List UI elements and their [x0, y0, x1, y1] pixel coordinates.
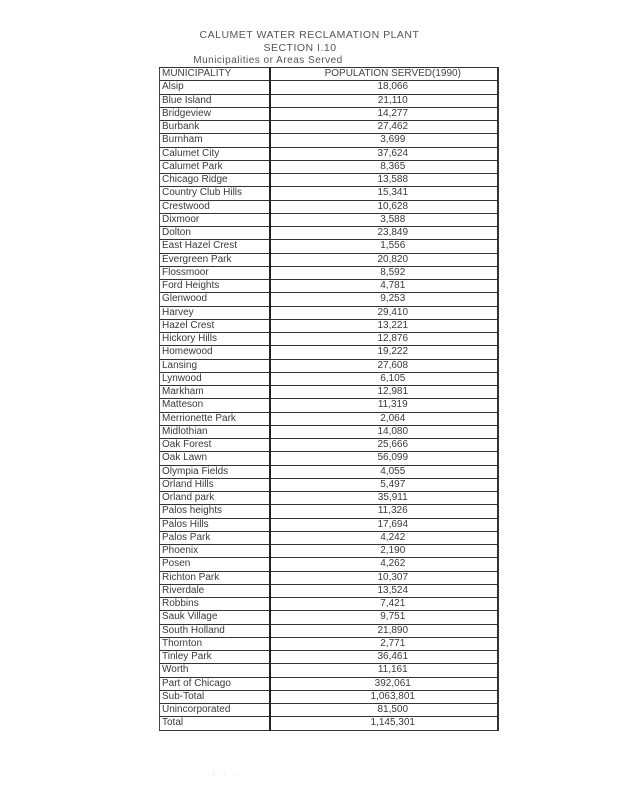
table-header-row: [160, 68, 499, 81]
table-row: [160, 531, 499, 544]
municipality-name: Harvey: [160, 306, 270, 319]
population-value: 56,099: [270, 452, 499, 465]
column-header-population: POPULATION SERVED(1990): [270, 68, 499, 81]
municipality-name: Matteson: [160, 399, 270, 412]
population-value: 9,751: [270, 611, 499, 624]
table-row: [160, 651, 499, 664]
population-value: 27,608: [270, 359, 499, 372]
table-row: [160, 200, 499, 213]
table-row: [160, 306, 499, 319]
municipality-name: Lansing: [160, 359, 270, 372]
table-row: [160, 412, 499, 425]
population-value: 21,110: [270, 94, 499, 107]
municipality-table: [159, 67, 499, 731]
municipality-name: Palos heights: [160, 505, 270, 518]
population-value: 2,771: [270, 637, 499, 650]
population-value: 35,911: [270, 492, 499, 505]
population-value: 7,421: [270, 598, 499, 611]
population-value: 13,588: [270, 174, 499, 187]
table-row: [160, 174, 499, 187]
population-value: 392,061: [270, 677, 499, 690]
table-row: [160, 346, 499, 359]
table-row: [160, 134, 499, 147]
table-row: [160, 107, 499, 120]
table-row: [160, 677, 499, 690]
municipality-name: Sub-Total: [160, 690, 270, 703]
population-value: 18,066: [270, 81, 499, 94]
table-row: [160, 545, 499, 558]
table-row: [160, 637, 499, 650]
population-value: 21,890: [270, 624, 499, 637]
municipality-name: East Hazel Crest: [160, 240, 270, 253]
table-caption: Municipalities or Areas Served: [193, 55, 343, 66]
municipality-name: Ford Heights: [160, 280, 270, 293]
table-row: [160, 280, 499, 293]
table-row: [160, 704, 499, 717]
municipality-name: Riverdale: [160, 584, 270, 597]
population-value: 2,190: [270, 545, 499, 558]
document-title: CALUMET WATER RECLAMATION PLANT: [199, 29, 420, 41]
population-value: 4,262: [270, 558, 499, 571]
table-row: [160, 598, 499, 611]
population-value: 8,592: [270, 266, 499, 279]
population-value: 4,781: [270, 280, 499, 293]
municipality-name: Alsip: [160, 81, 270, 94]
population-value: 3,699: [270, 134, 499, 147]
table-row: [160, 492, 499, 505]
municipality-name: Burbank: [160, 121, 270, 134]
population-value: 15,341: [270, 187, 499, 200]
table-row: [160, 372, 499, 385]
population-value: 29,410: [270, 306, 499, 319]
municipality-name: Posen: [160, 558, 270, 571]
municipality-name: South Holland: [160, 624, 270, 637]
table-row: [160, 333, 499, 346]
table-row: [160, 571, 499, 584]
table-row: [160, 319, 499, 332]
table-row: [160, 439, 499, 452]
population-value: 2,064: [270, 412, 499, 425]
population-value: 3,588: [270, 213, 499, 226]
population-value: 11,161: [270, 664, 499, 677]
table-row: [160, 160, 499, 173]
municipality-name: Glenwood: [160, 293, 270, 306]
municipality-name: Oak Lawn: [160, 452, 270, 465]
table-row: [160, 465, 499, 478]
municipality-name: Calumet City: [160, 147, 270, 160]
population-value: 13,221: [270, 319, 499, 332]
population-value: 4,242: [270, 531, 499, 544]
table-row: [160, 611, 499, 624]
table-row: [160, 94, 499, 107]
population-value: 23,849: [270, 227, 499, 240]
population-value: 37,624: [270, 147, 499, 160]
table-row: [160, 558, 499, 571]
population-value: 20,820: [270, 253, 499, 266]
table-row: [160, 505, 499, 518]
population-value: 1,063,801: [270, 690, 499, 703]
municipality-name: Richton Park: [160, 571, 270, 584]
municipality-name: Olympia Fields: [160, 465, 270, 478]
table-row: [160, 81, 499, 94]
population-value: 11,326: [270, 505, 499, 518]
population-value: 1,556: [270, 240, 499, 253]
municipality-name: Dixmoor: [160, 213, 270, 226]
municipality-name: Hickory Hills: [160, 333, 270, 346]
municipality-name: Chicago Ridge: [160, 174, 270, 187]
table-row: [160, 664, 499, 677]
municipality-name: Sauk Village: [160, 611, 270, 624]
table-row: [160, 399, 499, 412]
table-row: [160, 187, 499, 200]
municipality-name: Merrionette Park: [160, 412, 270, 425]
population-value: 10,307: [270, 571, 499, 584]
population-value: 5,497: [270, 478, 499, 491]
municipality-name: Blue Island: [160, 94, 270, 107]
table-row: [160, 147, 499, 160]
population-value: 14,277: [270, 107, 499, 120]
table-body: [160, 81, 499, 730]
municipality-name: Flossmoor: [160, 266, 270, 279]
table-row: [160, 293, 499, 306]
population-value: 12,981: [270, 386, 499, 399]
scan-specks: · · ·: [212, 770, 240, 779]
population-value: 27,462: [270, 121, 499, 134]
table-row: [160, 121, 499, 134]
table-row: [160, 227, 499, 240]
municipality-name: Midlothian: [160, 425, 270, 438]
municipality-name: Hazel Crest: [160, 319, 270, 332]
population-value: 19,222: [270, 346, 499, 359]
table-row: [160, 359, 499, 372]
municipality-name: Bridgeview: [160, 107, 270, 120]
population-value: 12,876: [270, 333, 499, 346]
municipality-name: Robbins: [160, 598, 270, 611]
table-row: [160, 717, 499, 730]
population-value: 17,694: [270, 518, 499, 531]
population-value: 10,628: [270, 200, 499, 213]
population-value: 14,080: [270, 425, 499, 438]
municipality-name: Unincorporated: [160, 704, 270, 717]
population-value: 81,500: [270, 704, 499, 717]
table-row: [160, 425, 499, 438]
population-value: 8,365: [270, 160, 499, 173]
table-row: [160, 518, 499, 531]
population-value: 9,253: [270, 293, 499, 306]
municipality-name: Worth: [160, 664, 270, 677]
municipality-name: Thornton: [160, 637, 270, 650]
column-header-municipality: MUNICIPALITY: [160, 68, 270, 81]
table-row: [160, 690, 499, 703]
municipality-name: Crestwood: [160, 200, 270, 213]
municipality-name: Markham: [160, 386, 270, 399]
municipality-name: Orland Hills: [160, 478, 270, 491]
population-value: 6,105: [270, 372, 499, 385]
table-row: [160, 240, 499, 253]
municipality-name: Part of Chicago: [160, 677, 270, 690]
municipality-name: Total: [160, 717, 270, 730]
table-row: [160, 624, 499, 637]
municipality-name: Lynwood: [160, 372, 270, 385]
table-row: [160, 386, 499, 399]
population-value: 1,145,301: [270, 717, 499, 730]
municipality-name: Dolton: [160, 227, 270, 240]
population-value: 25,666: [270, 439, 499, 452]
table-row: [160, 213, 499, 226]
table-row: [160, 253, 499, 266]
municipality-name: Evergreen Park: [160, 253, 270, 266]
table-row: [160, 266, 499, 279]
table-row: [160, 478, 499, 491]
table-row: [160, 584, 499, 597]
municipality-name: Calumet Park: [160, 160, 270, 173]
municipality-name: Burnham: [160, 134, 270, 147]
population-value: 13,524: [270, 584, 499, 597]
municipality-name: Palos Park: [160, 531, 270, 544]
municipality-name: Oak Forest: [160, 439, 270, 452]
population-value: 4,055: [270, 465, 499, 478]
municipality-name: Homewood: [160, 346, 270, 359]
population-value: 36,461: [270, 651, 499, 664]
table-row: [160, 452, 499, 465]
municipality-name: Tinley Park: [160, 651, 270, 664]
section-number: SECTION I.10: [263, 42, 337, 54]
municipality-name: Orland park: [160, 492, 270, 505]
municipality-name: Country Club Hills: [160, 187, 270, 200]
municipality-name: Palos Hills: [160, 518, 270, 531]
population-value: 11,319: [270, 399, 499, 412]
municipality-name: Phoenix: [160, 545, 270, 558]
